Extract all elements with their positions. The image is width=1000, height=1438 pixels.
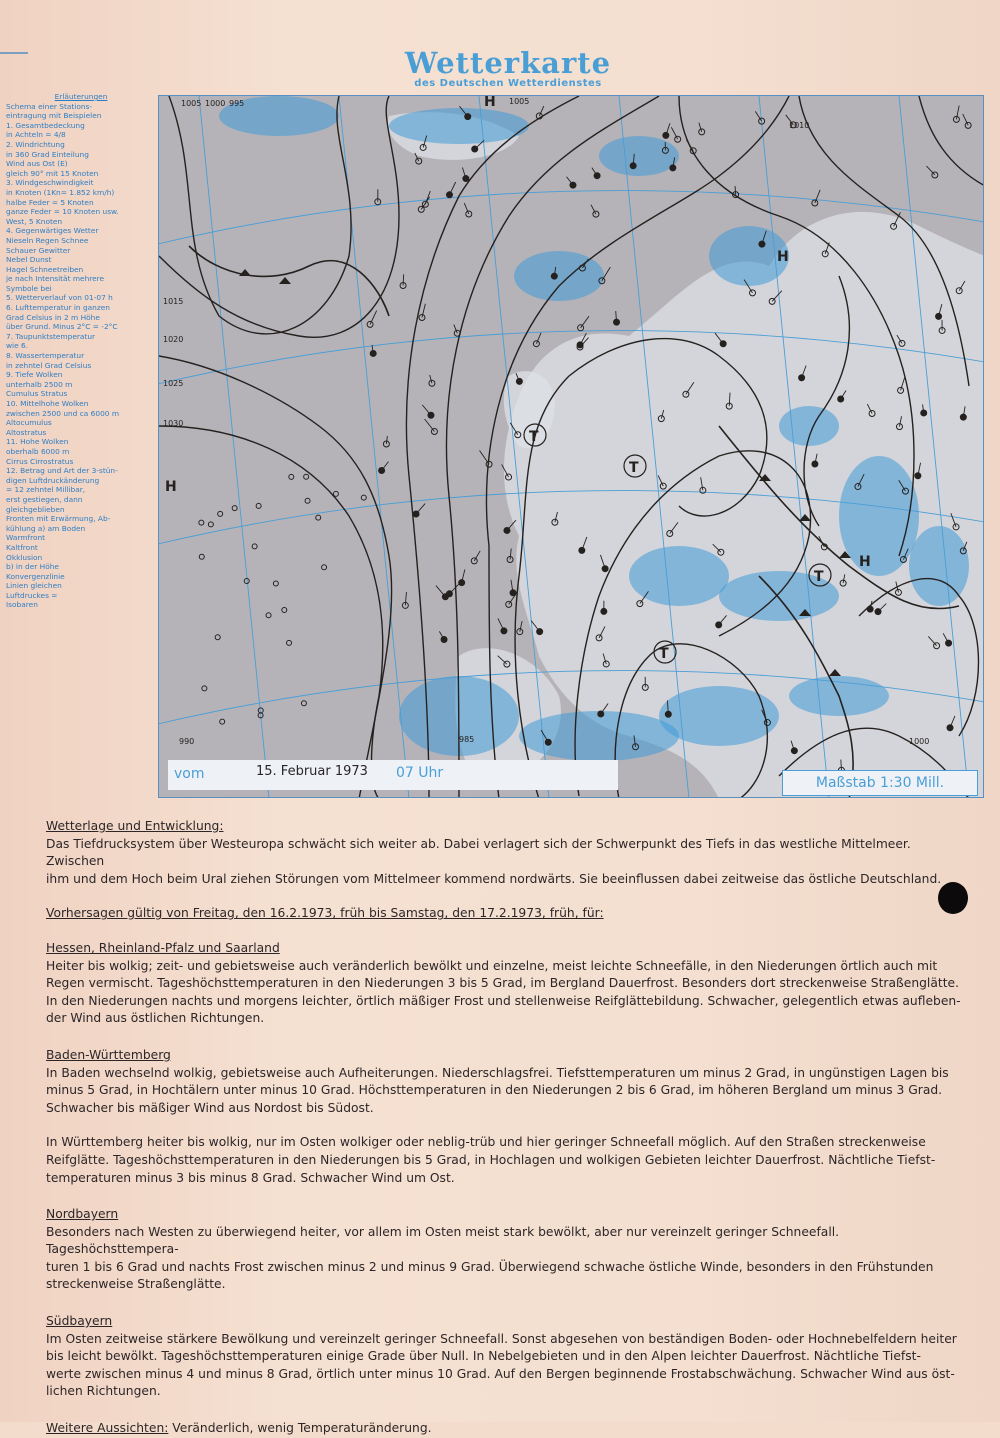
legend-line: 12. Betrag und Art der 3-stün-: [6, 466, 156, 476]
precip-area: [779, 406, 839, 446]
wind-barb: [498, 618, 504, 630]
legend-line: Symbole bei: [6, 284, 156, 294]
wind-barb: [405, 592, 406, 605]
longitude-line: [199, 96, 269, 798]
station-circle: [218, 511, 223, 516]
high-pressure-center: H: [484, 96, 496, 110]
outlook-text: Veränderlich, wenig Temperaturänderung.: [168, 1421, 431, 1435]
region-text-line: Regen vermischt. Tageshöchsttemperaturen in den Niederungen 3 bis 5 Grad, im Bergland Dauerfrost. Besonders dort streckenweise Straßenglätte.: [46, 975, 966, 993]
wind-barb: [841, 760, 842, 771]
station-circle: [202, 686, 207, 691]
legend-line: wie 6.: [6, 341, 156, 351]
wind-barb: [927, 166, 935, 175]
high-pressure-center: H: [777, 249, 789, 265]
region-text-line: Reifglätte. Tageshöchsttemperaturen in den Niederungen bis 5 Grad, in Hochlagen und wolkigen Gebieten leichter Dauerfrost. Nächtliche Tiefst-: [46, 1152, 966, 1170]
wind-barb: [480, 451, 490, 465]
legend-line: in zehntel Grad Celsius: [6, 361, 156, 371]
margin-mark: [0, 52, 28, 54]
legend-line: 6. Lufttemperatur in ganzen: [6, 303, 156, 313]
legend-line: digen Luftdruckänderung: [6, 476, 156, 486]
isobar-label: 1005: [509, 97, 529, 106]
situation-line: ihm und dem Hoch beim Ural ziehen Störungen vom Mittelmeer kommend nordwärts. Sie beeinflussen dabei zeitweise das östliche Deutschland.: [46, 871, 966, 889]
legend: [6, 92, 156, 610]
isobar-label: 1000: [205, 99, 225, 108]
station-circle: [215, 635, 220, 640]
map-date: 15. Februar 1973: [256, 764, 368, 779]
front-marker: [239, 269, 251, 276]
station-circle: [256, 503, 261, 508]
legend-line: 7. Taupunktstemperatur: [6, 332, 156, 342]
station-circle: [361, 495, 366, 500]
region-heading: Nordbayern: [46, 1206, 966, 1224]
legend-line: zwischen 2500 und ca 6000 m: [6, 409, 156, 419]
legend-line: Cumulus Stratus: [6, 389, 156, 399]
region-heading: Südbayern: [46, 1313, 966, 1331]
legend-line: oberhalb 6000 m: [6, 447, 156, 457]
subtitle-text: des Deutschen Wetterdienstes: [388, 78, 628, 90]
legend-line: 8. Wassertemperatur: [6, 351, 156, 361]
legend-line: gleichgeblieben: [6, 505, 156, 515]
legend-line: Fronten mit Erwärmung, Ab-: [6, 514, 156, 524]
region-text-line: minus 5 Grad, in Hochtälern unter minus 10 Grad. Höchsttemperaturen in den Niederungen 2 bis 6 Grad, im höheren Bergland um minus 3 Grad.: [46, 1082, 966, 1100]
region-text-line: In den Niederungen nachts und morgens leichter, örtlich mäßiger Frost und stellenweise Reifglättebildung. Schwacher, gelegentlich etwas aufleben-: [46, 993, 966, 1011]
legend-line: West, 5 Knoten: [6, 217, 156, 227]
precip-area: [909, 526, 969, 606]
legend-line: 1. Gesamtbedeckung: [6, 121, 156, 131]
legend-line: 5. Wetterverlauf von 01-07 h: [6, 293, 156, 303]
region-text-line: temperaturen minus 3 bis minus 8 Grad. Schwacher Wind um Ost.: [46, 1170, 966, 1188]
legend-line: Grad Celsius in 2 m Höhe: [6, 313, 156, 323]
isobar-label: 1005: [181, 99, 201, 108]
legend-lines: [6, 102, 156, 610]
title-text: Wetterkarte: [388, 48, 628, 78]
legend-line: unterhalb 2500 m: [6, 380, 156, 390]
legend-line: in Knoten (1Kn= 1.852 km/h): [6, 188, 156, 198]
wind-barb: [449, 584, 458, 594]
region-heading: Baden-Württemberg: [46, 1047, 966, 1065]
weather-map: [158, 95, 984, 798]
low-pressure-center: T: [814, 569, 824, 585]
wind-barb: [510, 549, 511, 560]
wind-barb: [430, 375, 432, 383]
station-circle: [602, 566, 608, 572]
date-prefix: vom: [174, 766, 205, 782]
region-text-line: Heiter bis wolkig; zeit- und gebietsweise auch veränderlich bewölkt und einzelne, meist leichte Schneefälle, in den Niederungen örtlich auch mit: [46, 958, 966, 976]
station-circle: [663, 132, 669, 138]
station-circle: [578, 325, 584, 331]
legend-line: Warmfront: [6, 533, 156, 543]
precip-area: [599, 136, 679, 176]
wind-barb: [386, 436, 387, 444]
situation-line: Das Tiefdrucksystem über Westeuropa schwächt sich weiter ab. Dabei verlagert sich der Schwerpunkt des Tiefs in das westliche Mittelmeer. Zwischen: [46, 836, 966, 871]
legend-line: 2. Windrichtung: [6, 140, 156, 150]
forecast-heading: Vorhersagen gültig von Freitag, den 16.2.1973, früh bis Samstag, den 17.2.1973, früh, für:: [46, 905, 966, 923]
region-forecasts: [46, 940, 966, 1420]
wind-barb: [735, 186, 736, 195]
isobar-label: 990: [179, 737, 194, 746]
low-pressure-center: T: [529, 429, 539, 445]
legend-line: in Achteln = 4/8: [6, 130, 156, 140]
legend-heading: Erläuterungen: [6, 92, 156, 102]
region-text-line: lichen Richtungen.: [46, 1383, 966, 1401]
legend-line: 3. Windgeschwindigkeit: [6, 178, 156, 188]
isobar-line: [919, 96, 984, 186]
map-graphic: [159, 96, 984, 798]
station-circle: [322, 565, 327, 570]
isobar-label: 1015: [163, 297, 183, 306]
station-circle: [199, 520, 204, 525]
legend-line: Isobaren: [6, 600, 156, 610]
station-circle: [252, 544, 257, 549]
station-circle: [287, 640, 292, 645]
legend-line: Kaltfront: [6, 543, 156, 553]
isobar-label: 1025: [163, 379, 183, 388]
legend-line: gleich 90° mit 15 Knoten: [6, 169, 156, 179]
region-text-line: In Württemberg heiter bis wolkig, nur im Osten wolkiger oder neblig-trüb und hier geringer Schneefall möglich. Auf den Straßen streckenweise: [46, 1134, 966, 1152]
station-circle: [266, 613, 271, 618]
legend-line: Wind aus Ost (E): [6, 159, 156, 169]
region-text-line: bis leicht bewölkt. Tageshöchsttemperaturen einige Grade über Null. In Nebelgebieten und in den Alpen leichter Dauerfrost. Nächtliche Tiefst-: [46, 1348, 966, 1366]
map-scale: Maßstab 1:30 Mill.: [782, 770, 978, 796]
legend-line: Nebel Dunst: [6, 255, 156, 265]
legend-line: Hagel Schneetreiben: [6, 265, 156, 275]
legend-line: Schema einer Stations-: [6, 102, 156, 112]
region-text-line: werte zwischen minus 4 und minus 8 Grad, örtlich unter minus 10 Grad. Auf den Bergen beginnende Frostabschwächung. Schwacher Wind aus öst-: [46, 1366, 966, 1384]
legend-line: 9. Tiefe Wolken: [6, 370, 156, 380]
region-text-line: Besonders nach Westen zu überwiegend heiter, vor allem im Osten meist stark bewölkt, aber nur vereinzelt geringer Schneefall. Tageshöchsttempera-: [46, 1224, 966, 1259]
map-date-box: [168, 760, 618, 790]
document-title: [388, 48, 628, 90]
station-circle: [232, 506, 237, 511]
high-pressure-center: H: [165, 479, 177, 495]
outlook-label: Weitere Aussichten:: [46, 1421, 168, 1435]
legend-line: Nieseln Regen Schnee: [6, 236, 156, 246]
wind-barb: [686, 140, 693, 151]
station-circle: [418, 206, 424, 212]
isobar-label: 995: [229, 99, 244, 108]
station-circle: [273, 581, 278, 586]
isobar-label: 1000: [909, 737, 929, 746]
legend-line: ganze Feder = 10 Knoten usw.: [6, 207, 156, 217]
wind-barb: [422, 405, 431, 415]
station-circle: [545, 739, 551, 745]
station-circle: [282, 608, 287, 613]
wind-barb: [581, 316, 589, 328]
high-pressure-center: H: [859, 554, 871, 570]
station-circle: [208, 522, 213, 527]
isobar-label: 1020: [163, 335, 183, 344]
station-circle: [305, 498, 310, 503]
isobar-label: 985: [459, 735, 474, 744]
legend-line: je nach Intensität mehrere: [6, 274, 156, 284]
legend-line: 4. Gegenwärtiges Wetter: [6, 226, 156, 236]
wind-barb: [450, 182, 456, 195]
station-circle: [333, 491, 338, 496]
wind-barb: [382, 462, 389, 471]
front-marker: [279, 277, 291, 284]
legend-line: Altostratus: [6, 428, 156, 438]
wind-barb: [403, 274, 404, 285]
legend-line: in 360 Grad Einteilung: [6, 150, 156, 160]
station-circle: [471, 558, 477, 564]
wind-barb: [416, 504, 425, 514]
legend-line: Okklusion: [6, 553, 156, 563]
region-text-line: In Baden wechselnd wolkig, gebietsweise auch Aufheiterungen. Niederschlagsfrei. Tiefsttemperaturen um minus 2 Grad, in ungünstigen Lagen bis: [46, 1065, 966, 1083]
situation-body: [46, 836, 966, 889]
legend-line: halbe Feder = 5 Knoten: [6, 198, 156, 208]
station-circle: [533, 341, 539, 347]
legend-line: eintragung mit Beispielen: [6, 111, 156, 121]
station-circle: [199, 554, 204, 559]
legend-line: Schauer Gewitter: [6, 246, 156, 256]
wind-barb: [370, 311, 377, 325]
precip-area: [389, 108, 529, 144]
station-circle: [304, 474, 309, 479]
region-text-line: der Wind aus östlichen Richtungen.: [46, 1010, 966, 1028]
region-text-line: Schwacher bis mäßiger Wind aus Nordost bis Südost.: [46, 1100, 966, 1118]
region-text-line: Im Osten zeitweise stärkere Bewölkung und vereinzelt geringer Schneefall. Sonst abgesehen von beständigen Boden- oder Hochnebelfeldern heiter: [46, 1331, 966, 1349]
isobar-label: 1030: [163, 419, 183, 428]
map-time: 07 Uhr: [396, 765, 443, 781]
legend-line: Cirrus Cirrostratus: [6, 457, 156, 467]
isobar-label: 1010: [789, 121, 809, 130]
forecast-text: [46, 818, 966, 1438]
station-circle: [675, 136, 681, 142]
station-circle: [579, 547, 585, 553]
legend-line: 11. Hohe Wolken: [6, 437, 156, 447]
legend-line: kühlung a) am Boden: [6, 524, 156, 534]
isobar-line: [159, 356, 392, 798]
station-circle: [289, 474, 294, 479]
outlook: [46, 1420, 966, 1438]
low-pressure-center: T: [629, 460, 639, 476]
wind-barb: [436, 586, 445, 597]
region-text-line: streckenweise Straßenglätte.: [46, 1276, 966, 1294]
station-circle: [593, 211, 599, 217]
station-circle: [220, 719, 225, 724]
legend-line: Konvergenzlinie: [6, 572, 156, 582]
legend-line: Linien gleichen: [6, 581, 156, 591]
wind-barb: [671, 127, 677, 139]
station-circle: [301, 701, 306, 706]
legend-line: = 12 zehntel Millibar,: [6, 485, 156, 495]
low-pressure-center: T: [659, 646, 669, 662]
legend-line: über Grund. Minus 2°C = -2°C: [6, 322, 156, 332]
region-heading: Hessen, Rheinland-Pfalz und Saarland: [46, 940, 966, 958]
region-text-line: turen 1 bis 6 Grad und nachts Frost zwischen minus 2 und minus 9 Grad. Überwiegend schwache östliche Winde, besonders in den Frühstunden: [46, 1259, 966, 1277]
situation-heading: Wetterlage und Entwicklung:: [46, 818, 966, 836]
wind-barb: [425, 419, 435, 432]
legend-line: b) in der Höhe: [6, 562, 156, 572]
legend-line: Altocumulus: [6, 418, 156, 428]
legend-line: Luftdruckes =: [6, 591, 156, 601]
legend-line: 10. Mittelhohe Wolken: [6, 399, 156, 409]
station-circle: [316, 515, 321, 520]
legend-line: erst gestiegen, dann: [6, 495, 156, 505]
